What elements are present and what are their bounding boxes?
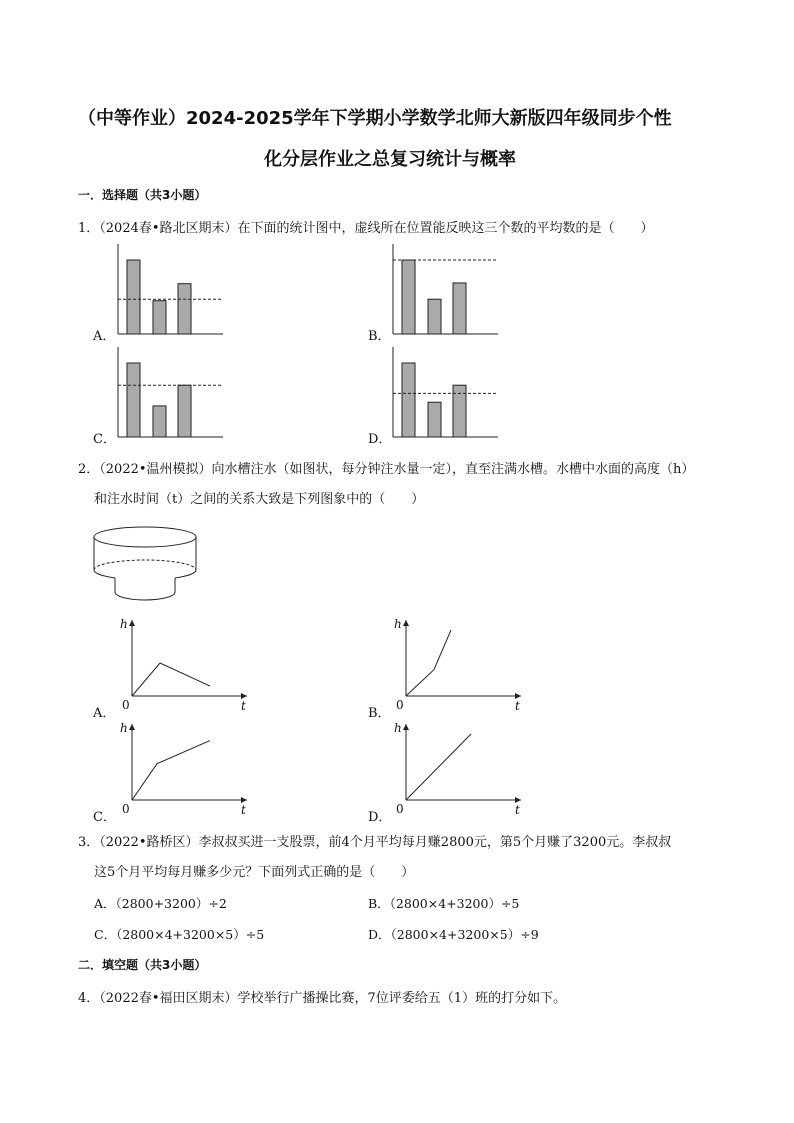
x-axis-label: t bbox=[241, 699, 246, 713]
q2-graph-c[interactable] bbox=[114, 718, 254, 818]
question-1-text: 1．（2024春•路北区期末）在下面的统计图中，虚线所在位置能反映这三个数的平均数的是（ ） bbox=[78, 221, 654, 236]
bar-2 bbox=[428, 402, 441, 437]
q2-graph-b[interactable] bbox=[388, 614, 528, 714]
y-axis-arrow bbox=[129, 724, 135, 730]
section-heading-fill: 二．填空题（共3小题） bbox=[78, 958, 207, 972]
x-axis-label: t bbox=[515, 699, 520, 713]
tank-upper-bottom-dashed bbox=[94, 560, 196, 570]
x-axis-label: t bbox=[241, 803, 246, 817]
q2-option-b-label: B． bbox=[368, 706, 391, 721]
height-time-curve bbox=[406, 630, 451, 696]
bar-3 bbox=[178, 284, 191, 334]
y-axis-label: h bbox=[120, 617, 128, 631]
q1-chart-a[interactable] bbox=[115, 242, 225, 337]
height-time-curve bbox=[406, 734, 471, 800]
q2-graph-a[interactable] bbox=[114, 614, 254, 714]
section-heading-choice: 一．选择题（共3小题） bbox=[78, 188, 207, 202]
bar-1 bbox=[127, 363, 140, 437]
q2-option-a-label: A． bbox=[93, 706, 116, 721]
q3-option-d[interactable]: D．（2800×4+3200×5）÷9 bbox=[368, 927, 539, 942]
y-axis-arrow bbox=[403, 724, 409, 730]
q2-graph-d[interactable] bbox=[388, 718, 528, 818]
x-axis-label: t bbox=[515, 803, 520, 817]
origin-label: 0 bbox=[396, 802, 404, 816]
y-axis-label: h bbox=[394, 721, 402, 735]
q1-option-a-label: A． bbox=[93, 329, 116, 344]
q3-option-a[interactable]: A．（2800+3200）÷2 bbox=[94, 896, 227, 911]
tank-upper-bottom-right bbox=[175, 570, 196, 578]
q1-option-b-label: B． bbox=[368, 329, 391, 344]
tank-lower-bottom bbox=[115, 592, 175, 600]
question-4-text: 4．（2022春•福田区期末）学校举行广播操比赛，7位评委给五（1）班的打分如下。 bbox=[78, 991, 567, 1006]
q1-chart-d[interactable] bbox=[390, 345, 500, 440]
question-2-text-line1: 2．（2022•温州模拟）向水槽注水（如图状，每分钟注水量一定），直至注满水槽。水槽中水面的高度（h） bbox=[78, 462, 695, 477]
question-3-text-line1: 3．（2022•路桥区）李叔叔买进一支股票，前4个月平均每月赚2800元，第5个月赚了3200元。李叔叔 bbox=[78, 835, 672, 850]
y-axis-arrow bbox=[129, 620, 135, 626]
height-time-curve bbox=[132, 741, 210, 800]
water-tank-figure bbox=[90, 525, 200, 605]
question-2-text-line2: 和注水时间（t）之间的关系大致是下列图象中的（ ） bbox=[94, 492, 425, 507]
bar-3 bbox=[178, 385, 191, 437]
question-3-text-line2: 这5个月平均每月赚多少元？下面列式正确的是（ ） bbox=[94, 865, 415, 880]
bar-2 bbox=[428, 299, 441, 334]
q3-option-b[interactable]: B．（2800×4+3200）÷5 bbox=[368, 896, 520, 911]
q1-chart-c[interactable] bbox=[115, 345, 225, 440]
page-title-line2: 化分层作业之总复习统计与概率 bbox=[264, 149, 516, 170]
bar-1 bbox=[402, 260, 415, 334]
origin-label: 0 bbox=[396, 698, 404, 712]
y-axis-label: h bbox=[394, 617, 402, 631]
y-axis-label: h bbox=[120, 721, 128, 735]
bar-3 bbox=[453, 283, 466, 334]
y-axis-arrow bbox=[403, 620, 409, 626]
bar-2 bbox=[153, 406, 166, 437]
q2-option-c-label: C． bbox=[93, 810, 116, 825]
tank-upper-bottom bbox=[94, 570, 115, 578]
origin-label: 0 bbox=[122, 802, 130, 816]
bar-2 bbox=[153, 301, 166, 334]
page-title-line1: （中等作业）2024-2025学年下学期小学数学北师大新版四年级同步个性 bbox=[78, 108, 672, 129]
q1-chart-b[interactable] bbox=[390, 242, 500, 337]
origin-label: 0 bbox=[122, 698, 130, 712]
q1-option-c-label: C． bbox=[93, 432, 116, 447]
height-time-curve bbox=[132, 663, 210, 696]
q3-option-c[interactable]: C．（2800×4+3200×5）÷5 bbox=[94, 927, 265, 942]
bar-1 bbox=[402, 363, 415, 437]
q1-option-d-label: D． bbox=[368, 432, 392, 447]
q2-option-d-label: D． bbox=[368, 810, 392, 825]
tank-top-rim bbox=[94, 527, 196, 547]
bar-1 bbox=[127, 260, 140, 334]
